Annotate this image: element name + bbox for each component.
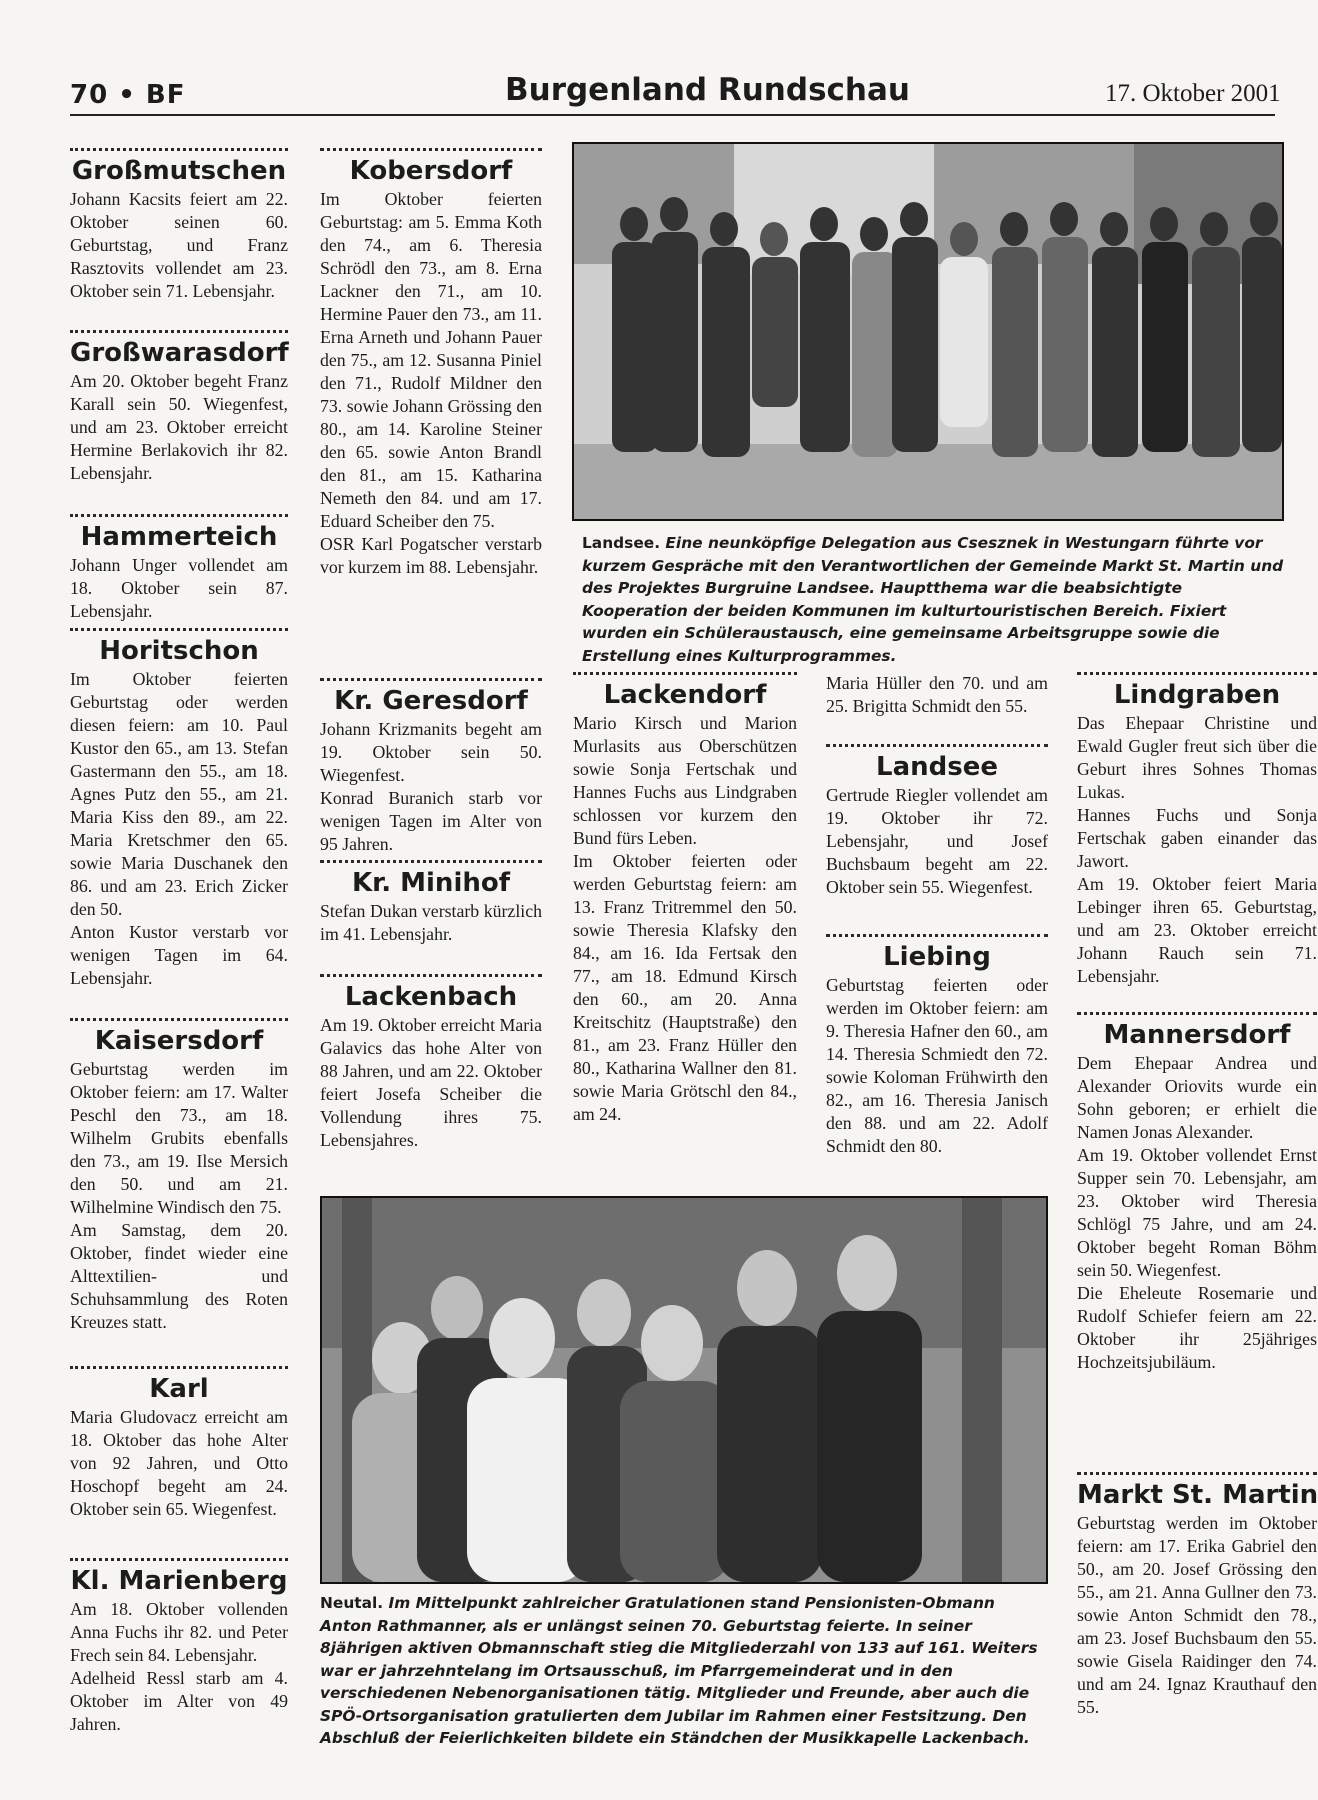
section-lindgraben [1077, 672, 1317, 988]
section-heading: Lackenbach [344, 982, 518, 1012]
paragraph: Johann Krizmanits begeht am 19. Oktober sein 50. Wiegenfest. [320, 719, 542, 785]
section-kaisersdorf [70, 1018, 288, 1334]
column-4 [826, 672, 1048, 1192]
section-heading: Liebing [883, 942, 991, 972]
section-mannersdorf [1077, 1012, 1317, 1374]
continued-text [826, 672, 1048, 718]
paragraph: Johann Kacsits feiert am 22. Oktober seinen 60. Geburtstag, und Franz Rasztovits vollendet am 23. Oktober sein 71. Lebensjahr. [70, 189, 288, 301]
photo-caption-neutal [320, 1592, 1050, 1752]
section-body [320, 188, 542, 579]
paragraph: Konrad Buranich starb vor wenigen Tagen im Alter von 95 Jahren. [320, 788, 542, 854]
paragraph: Gertrude Riegler vollendet am 19. Oktober ihr 72. Lebensjahr, und Josef Buchsbaum begeht am 22. Oktober sein 55. Wiegenfest. [826, 785, 1048, 897]
column-1 [70, 148, 288, 1788]
dotted-divider [70, 628, 288, 631]
paragraph: Mario Kirsch und Marion Murlasits aus Oberschützen sowie Sonja Fertschak und Hannes Fuchs aus Lindgraben schlossen vor kurzem den Bund fürs Leben. [573, 713, 797, 848]
section-landsee [826, 744, 1048, 899]
section-body [70, 188, 288, 303]
paragraph: Im Oktober feierten Geburtstag oder werden diesen feiern: am 10. Paul Kustor den 65., am 13. Stefan Gastermann den 55., am 18. Agnes Putz den 55., am 21. Maria Kiss den 89., am 22. Maria Kretschmer den 65. sowie Maria Duschanek den 86. und am 23. Erich Zicker den 50. [70, 669, 288, 919]
dotted-divider [320, 148, 542, 151]
section-heading: Mannersdorf [1103, 1020, 1291, 1050]
section-heading: Landsee [876, 752, 998, 782]
issue-date: 17. Oktober 2001 [1105, 80, 1281, 107]
caption-text: Im Mittelpunkt zahlreicher Gratulationen stand Pensionisten-Obmann Anton Rathmanner, als er unlängst seinen 70. Geburtstag feierte. In seiner 8jährigen aktiven Obmannschaft stieg die Mitgliederzahl von 133 auf 161. Weiters war er jahrzehntelang im Ortsausschuß, im Pfarrgemeinderat und in den verschiedenen Nebenorganisationen tätig. Mitglieder und Freunde, aber auch die SPÖ-Ortsorganisation gratulierten dem Jubilar im Rahmen einer Festsitzung. Den Abschluß der Feierlichkeiten bildete ein Ständchen der Musikkapelle Lackenbach. [320, 1594, 1038, 1747]
section-heading: Karl [149, 1374, 209, 1404]
paragraph: Maria Hüller den 70. und am 25. Brigitta Schmidt den 55. [826, 673, 1048, 716]
header-rule [70, 114, 1275, 116]
paragraph: Adelheid Ressl starb am 4. Oktober im Alter von 49 Jahren. [70, 1668, 288, 1734]
section-kr-minihof [320, 860, 542, 946]
photo-landsee-delegation [572, 142, 1284, 521]
paragraph: Geburtstag werden im Oktober feiern: am 17. Erika Gabriel den 50., am 20. Josef Grössing den 55., am 21. Anna Gullner den 73. sowie Anton Schmidt den 78., am 23. Josef Buchsbaum den 55. sowie Gisela Raidinger den 74. und am 24. Ignaz Krauthauf den 55. [1077, 1513, 1317, 1717]
paragraph: Geburtstag werden im Oktober feiern: am 17. Walter Peschl den 73., am 18. Wilhelm Grubits ebenfalls den 73., am 19. Ilse Mersich den 50. und am 21. Wilhelmine Windisch den 75. [70, 1059, 288, 1217]
page-label: 70 • BF [70, 80, 186, 110]
section-body [320, 900, 542, 946]
dotted-divider [320, 860, 542, 863]
dotted-divider [70, 514, 288, 517]
paragraph: Am 19. Oktober vollendet Ernst Supper sein 70. Lebensjahr, am 23. Oktober wird Theresia Schlögl 75 Jahre, und am 24. Oktober begeht Roman Böhm sein 50. Wiegenfest. [1077, 1145, 1317, 1280]
section-grossmutschen [70, 148, 288, 303]
paragraph: Die Eheleute Rosemarie und Rudolf Schiefer feiern am 22. Oktober ihr 25jähriges Hochzeitsjubiläum. [1077, 1283, 1317, 1372]
section-karl [70, 1366, 288, 1521]
dotted-divider [70, 1018, 288, 1021]
section-heading: Markt St. Martin [1077, 1480, 1318, 1510]
section-body [1077, 1512, 1317, 1719]
paragraph: Johann Unger vollendet am 18. Oktober sein 87. Lebensjahr. [70, 555, 288, 621]
group-photo-image [574, 144, 1282, 519]
section-body [320, 1014, 542, 1152]
dotted-divider [1077, 1012, 1317, 1015]
dotted-divider [70, 1558, 288, 1561]
section-heading: Kobersdorf [349, 156, 513, 186]
dotted-divider [70, 148, 288, 151]
section-lackenbach [320, 974, 542, 1152]
newspaper-title: Burgenland Rundschau [505, 72, 910, 108]
paragraph: Hannes Fuchs und Sonja Fertschak gaben einander das Jawort. [1077, 805, 1317, 871]
section-horitschon [70, 628, 288, 990]
section-kr-geresdorf [320, 678, 542, 856]
paragraph: Im Oktober feierten oder werden Geburtstag feiern: am 13. Franz Tritremmel den 50. sowie Theresia Klafsky den 84., am 16. Ida Fertsak den 77., am 18. Edmund Kirsch den 60., am 20. Anna Kreitschitz (Hauptstraße) den 81., am 23. Franz Hüller den 80., Katharina Wallner den 81. sowie Maria Grötschl den 84., am 24. [573, 851, 797, 1124]
caption-text: Eine neunköpfige Delegation aus Csesznek in Westungarn führte vor kurzem Gespräche mit den Verantwortlichen der Gemeinde Markt St. Martin und des Projektes Burgruine Landsee. Hauptthema war die beabsichtigte Kooperation der beiden Kommunen im kulturtouristischen Bereich. Fixiert wurden ein Schüleraustausch, eine gemeinsame Arbeitsgruppe sowie die Erstellung eines Kulturprogrammes. [582, 534, 1284, 665]
dotted-divider [320, 678, 542, 681]
section-body [70, 370, 288, 485]
paragraph: Am 20. Oktober begeht Franz Karall sein 50. Wiegenfest, und am 23. Oktober erreicht Hermine Berlakovich ihr 82. Lebensjahr. [70, 371, 288, 483]
dotted-divider [320, 974, 542, 977]
section-body [826, 784, 1048, 899]
caption-place: Landsee. [582, 534, 661, 552]
section-body [573, 712, 797, 1126]
section-body [320, 718, 542, 856]
column-3 [573, 672, 797, 1192]
section-hammerteich [70, 514, 288, 623]
column-5 [1077, 672, 1318, 1782]
section-heading: Großmutschen [71, 156, 287, 186]
paragraph: Das Ehepaar Christine und Ewald Gugler freut sich über die Geburt ihres Sohnes Thomas Lukas. [1077, 713, 1317, 802]
section-heading: Großwarasdorf [70, 338, 289, 368]
section-heading: Kr. Minihof [351, 868, 511, 898]
section-body [70, 1406, 288, 1521]
section-body [826, 974, 1048, 1158]
dotted-divider [70, 1366, 288, 1369]
paragraph: Anton Kustor verstarb vor wenigen Tagen im 64. Lebensjahr. [70, 922, 288, 988]
section-markt-st-martin [1077, 1472, 1317, 1719]
paragraph: Geburtstag feierten oder werden im Oktober feiern: am 9. Theresia Hafner den 60., am 14. Theresia Schmiedt den 72. sowie Koloman Frühwirth den 82., am 16. Theresia Janisch den 88. und am 22. Adolf Schmidt den 80. [826, 975, 1048, 1156]
section-body [1077, 712, 1317, 988]
dotted-divider [1077, 1472, 1317, 1475]
paragraph: Am 19. Oktober erreicht Maria Galavics das hohe Alter von 88 Jahren, und am 22. Oktober feiert Josefa Scheiber die Vollendung ihres 75. Lebensjahres. [320, 1015, 542, 1150]
section-kl-marienberg [70, 1558, 288, 1736]
section-heading: Horitschon [99, 636, 259, 666]
section-heading: Kl. Marienberg [70, 1566, 288, 1596]
caption-place: Neutal. [320, 1594, 384, 1612]
dotted-divider [826, 934, 1048, 937]
section-grosswarasdorf [70, 330, 288, 485]
section-heading: Lindgraben [1113, 680, 1281, 710]
page-header [0, 0, 1292, 120]
section-heading: Hammerteich [80, 522, 278, 552]
paragraph: Dem Ehepaar Andrea und Alexander Oriovits wurde ein Sohn geboren; er erhielt die Namen Jonas Alexander. [1077, 1053, 1317, 1142]
section-lackendorf [573, 672, 797, 1126]
paragraph: Am 19. Oktober feiert Maria Lebinger ihren 65. Geburtstag, und am 23. Oktober erreicht Johann Rauch sein 71. Lebensjahr. [1077, 874, 1317, 986]
photo-caption-landsee [582, 532, 1288, 665]
paragraph: Im Oktober feierten Geburtstag: am 5. Emma Koth den 74., am 6. Theresia Schrödl den 73., am 8. Erna Lackner den 71., am 10. Hermine Pauer den 73., am 11. Erna Arneth und Johann Pauer den 75., am 12. Susanna Piniel den 71., Rudolf Mildner den 73. sowie Johann Grössing den 80., am 14. Karoline Steiner den 65. sowie Anton Brandl den 81., am 15. Katharina Nemeth den 84. und am 17. Eduard Scheiber den 75. [320, 189, 542, 531]
section-liebing [826, 934, 1048, 1158]
dotted-divider [70, 330, 288, 333]
column-2 [320, 148, 542, 1208]
section-heading: Kr. Geresdorf [334, 686, 528, 716]
paragraph: Am Samstag, dem 20. Oktober, findet wieder eine Alttextilien- und Schuhsammlung des Roten Kreuzes statt. [70, 1220, 288, 1332]
section-body [70, 554, 288, 623]
section-heading: Kaisersdorf [94, 1026, 264, 1056]
paragraph: Am 18. Oktober vollenden Anna Fuchs ihr 82. und Peter Frech sein 84. Lebensjahr. [70, 1599, 288, 1665]
section-body [1077, 1052, 1317, 1374]
paragraph: Stefan Dukan verstarb kürzlich im 41. Lebensjahr. [320, 901, 542, 944]
section-body [70, 1058, 288, 1334]
section-kobersdorf [320, 148, 542, 579]
group-photo-image [322, 1198, 1046, 1582]
dotted-divider [1077, 672, 1317, 675]
section-body [70, 1598, 288, 1736]
dotted-divider [573, 672, 797, 675]
dotted-divider [826, 744, 1048, 747]
paragraph: Maria Gludovacz erreicht am 18. Oktober das hohe Alter von 92 Jahren, und Otto Hoschopf begeht am 24. Oktober sein 65. Wiegenfest. [70, 1407, 288, 1519]
photo-neutal-celebration [320, 1196, 1048, 1584]
paragraph: OSR Karl Pogatscher verstarb vor kurzem im 88. Lebensjahr. [320, 534, 542, 577]
section-body [70, 668, 288, 990]
section-heading: Lackendorf [603, 680, 767, 710]
